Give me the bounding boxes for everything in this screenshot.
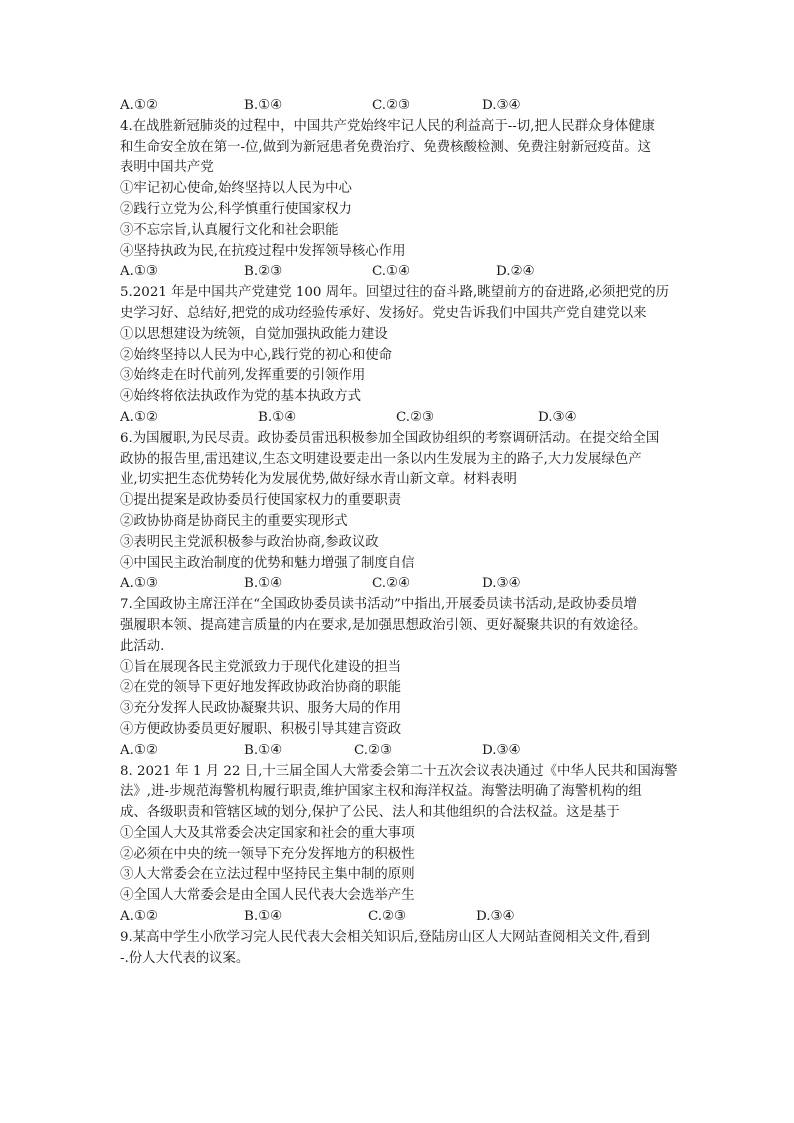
q4-choice-1: ①牢记初心使命,始终坚持以人民为中心 [120,181,352,197]
q4-stem-line-1: 4.在战胜新冠肺炎的过程中，中国共产党始终牢记人民的利益高于--切,把人民群众身体健康 [120,118,655,134]
q3-option-a: A.①② [120,98,158,113]
q9-stem-line-1: 9.某高中学生小欣学习完人民代表大会相关知识后,登陆房山区人大网站查阅相关文件,看到 [120,929,651,945]
q7-options [120,741,680,762]
q4-option-b: B.②③ [244,264,283,280]
q8-option-d: D.③④ [476,909,515,925]
q6-stem-line-1: 6.为国履职,为民尽责。政协委员雷迅积极参加全国政协组织的考察调研活动。在提交给全国 [120,430,660,446]
q7-choice-1: ①旨在展现各民主党派致力于现代化建设的担当 [120,659,402,675]
page-content [120,96,680,969]
q4-option-c: C.①④ [372,264,411,280]
q4-choice-4: ④坚持执政为民,在抗疫过程中发挥领导核心作用 [120,243,406,259]
q5-choice-2: ②始终坚持以人民为中心,践行党的初心和使命 [120,347,393,363]
q7-choice-4: ④方便政协委员更好履职、积极引导其建言资政 [120,721,402,737]
q6-stem-line-3: 业,切实把生态优势转化为发展优势,做好绿水青山新文章。材料表明 [120,472,517,488]
q6-choice-3: ③表明民主党派积极参与政治协商,参政议政 [120,534,379,550]
q6-stem-line-2: 政协的报告里,雷迅建议,生态文明建设要走出一条以内生发展为主的路子,大力发展绿色产 [120,451,642,467]
q5-choice-3: ③始终走在时代前列,发挥重要的引领作用 [120,368,366,384]
q8-option-c: C.②③ [368,909,407,925]
q4-stem-line-3: 表明中国共产党 [120,160,214,176]
q6-choice-4: ④中国民主政治制度的优势和魅力增强了制度自信 [120,555,415,571]
q5-stem-line-2: 史学习好、总结好,把党的成功经验传承好、发扬好。党史告诉我们中国共产党自建党以来 [120,305,647,321]
q8-choice-4: ④全国人大常委会是由全国人民代表大会选举产生 [120,888,415,904]
q7-option-d: D.③④ [482,742,521,758]
q3-option-d: D.③④ [482,98,521,113]
q8-choice-3: ③人大常委会在立法过程中坚持民主集中制的原则 [120,867,415,883]
q8-choice-1: ①全国人大及其常委会决定国家和社会的重大事项 [120,825,415,841]
q4-option-d: D.②④ [496,264,535,280]
q3-options [120,96,680,117]
q7-option-c: C.②③ [354,742,393,758]
q7-choice-2: ②在党的领导下更好地发挥政协政治协商的职能 [120,680,402,696]
q6-option-c: C.②④ [372,576,411,592]
q6-option-b: B.①④ [244,576,283,592]
q6-choice-2: ②政协协商是协商民主的重要实现形式 [120,513,348,529]
q4-option-a: A.①③ [120,264,158,280]
q8-option-b: B.①④ [244,909,283,925]
q3-option-b: B.①④ [244,98,283,113]
question-7 [120,595,680,761]
q8-options [120,907,680,928]
q5-option-c: C.②③ [396,409,435,425]
q5-choice-4: ④始终将依法执政作为党的基本执政方式 [120,389,362,405]
q7-choice-3: ③充分发挥人民政协凝聚共识、服务大局的作用 [120,701,402,717]
q6-choice-1: ①提出提案是政协委员行使国家权力的重要职责 [120,493,402,509]
q5-options [120,408,680,429]
q8-choice-2: ②必须在中央的统一领导下充分发挥地方的积极性 [120,846,415,862]
q8-stem-line-2: 法》,进-步规范海警机构履行职责,维护国家主权和海洋权益。海警法明确了海警机构的组 [120,784,642,800]
question-8 [120,762,680,928]
q3-option-c: C.②③ [372,98,411,113]
question-6 [120,429,680,595]
q4-options [120,262,680,283]
q7-stem-line-1: 7.全国政协主席汪洋在“全国政协委员读书活动”中指出,开展委员读书活动,是政协委员增 [120,597,638,613]
q8-stem-line-1: 8. 2021 年 1 月 22 日,十三届全国人大常委会第二十五次会议表决通过《中华人民共和国海警 [120,763,678,779]
q5-option-d: D.③④ [538,409,577,425]
q7-stem-line-3: 此活动. [120,638,165,654]
q4-choice-3: ③不忘宗旨,认真履行文化和社会职能 [120,222,339,238]
question-5 [120,283,680,429]
q4-choice-2: ②践行立党为公,科学慎重行使国家权力 [120,201,352,217]
q7-option-b: B.①④ [244,742,283,758]
q5-option-a: A.①② [120,409,158,425]
q8-stem-line-3: 成、各级职责和管辖区域的划分,保护了公民、法人和其他组织的合法权益。这是基于 [120,805,620,821]
q5-stem-line-1: 5.2021 年是中国共产党建党 100 周年。回望过往的奋斗路,眺望前方的奋进路,必须把党的历 [120,285,669,301]
q6-options [120,574,680,595]
question-9 [120,928,680,970]
question-4 [120,117,680,283]
q9-stem-line-2: -.份人大代表的议案。 [120,950,250,966]
q6-option-d: D.③④ [482,576,521,592]
q5-option-b: B.①④ [258,409,297,425]
q4-stem-line-2: 和生命安全放在第一-位,做到为新冠患者免费治疗、免费核酸检测、免费注射新冠疫苗。这 [120,139,652,155]
q5-choice-1: ①以思想建设为统领，自觉加强执政能力建设 [120,326,388,342]
q8-option-a: A.①② [120,909,158,925]
q6-option-a: A.①③ [120,576,158,592]
q7-stem-line-2: 强履职本领、提高建言质量的内在要求,是加强思想政治引领、更好凝聚共识的有效途径。 [120,617,647,633]
q7-option-a: A.①② [120,742,158,758]
